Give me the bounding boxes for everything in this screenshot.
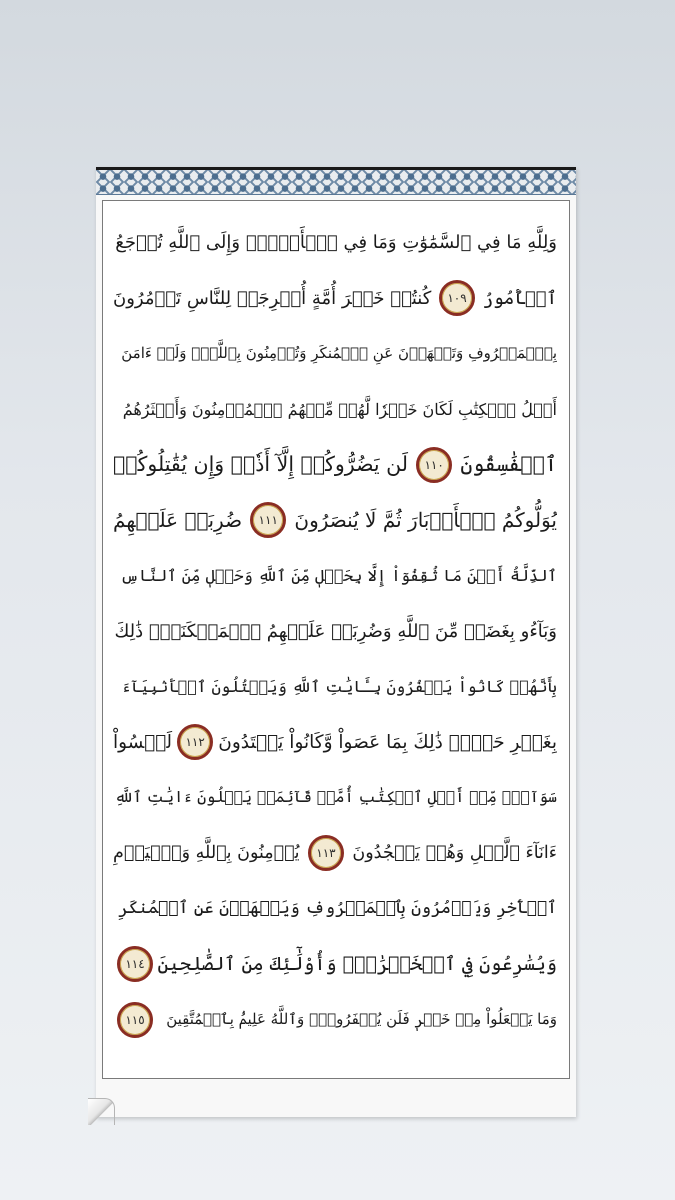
verse-line [113,326,557,382]
verse-text: ٱلۡفَٰسِقُونَ [460,452,557,476]
verse-line [113,493,557,549]
verse-text: بِأَنَّهُمۡ كَانُواْ يَكۡفُرُونَ بِـَٔايَٰتِ ٱللَّهِ وَيَقۡتُلُونَ ٱلۡأَنۢبِيَآءَ [121,677,557,696]
ayah-number-marker: ١١٣ [308,835,344,871]
ornamental-header-band [96,170,576,195]
verse-text: بِغَيۡرِ حَقّٖۚ ذَٰلِكَ بِمَا عَصَواْ وَّكَانُواْ يَعۡتَدُونَ [218,731,557,753]
verse-text: لَيۡسُواْ [113,731,173,753]
verse-text: ءَانَآءَ ٱلَّيۡلِ وَهُمۡ يَسۡجُدُونَ [352,842,557,863]
verse-text: ٱلذِّلَّةُ أَيۡنَ مَا ثُقِفُوٓاْ إِلَّا بِحَبۡلٖ مِّنَ ٱللَّهِ وَحَبۡلٖ مِّنَ ٱلنَّاسِ [120,566,557,585]
verse-line [113,271,557,327]
verse-line [113,992,557,1048]
verse-text: ٱلۡأُمُورُ [482,287,557,309]
verse-line [113,604,557,660]
ayah-number-marker: ١٠٩ [439,280,475,316]
verse-text: وَمَا يَفۡعَلُواْ مِنۡ خَيۡرٖ فَلَن يُكۡفَرُوهُۗ وَٱللَّهُ عَلِيمُۢ بِٱلۡمُتَّقِينَ [166,1010,557,1028]
ayah-number-marker: ١١٥ [117,1002,153,1038]
verse-text: كُنتُمۡ خَيۡرَ أُمَّةٍ أُخۡرِجَتۡ لِلنَّاسِ تَأۡمُرُونَ [113,287,432,309]
verse-text: ضُرِبَتۡ عَلَيۡهِمُ [113,507,243,532]
ayah-number-marker: ١١٠ [416,447,452,483]
verse-line [113,881,557,937]
verse-text: وَبَآءُو بِغَضَبٖ مِّنَ ٱللَّهِ وَضُرِبَتۡ عَلَيۡهِمُ ٱلۡمَسۡكَنَةُۚ ذَٰلِكَ [114,620,557,642]
verse-line [113,715,557,771]
verse-text: سَوَآءٗۗ مِّنۡ أَهۡلِ ٱلۡكِتَٰبِ أُمَّةٞ قَآئِمَةٞ يَتۡلُونَ ءَايَٰتِ ٱللَّهِ [114,788,557,806]
verse-text: وَلِلَّهِ مَا فِي ٱلسَّمَٰوَٰتِ وَمَا فِي ٱلۡأَرۡضِۚ وَإِلَى ٱللَّهِ تُرۡجَعُ [115,232,557,253]
verse-line [113,659,557,715]
verse-text: يُوَلُّوكُمُ ٱلۡأَدۡبَارَ ثُمَّ لَا يُنصَرُونَ [294,507,557,532]
verse-line [113,548,557,604]
verse-text: بِٱلۡمَعۡرُوفِ وَتَنۡهَوۡنَ عَنِ ٱلۡمُنكَرِ وَتُؤۡمِنُونَ بِٱللَّهِۗ وَلَوۡ ءَامَنَ [121,344,557,362]
verse-line [113,382,557,438]
verse-text: لَن يَضُرُّوكُمۡ إِلَّآ أَذٗىۖ وَإِن يُقَٰتِلُوكُمۡ [113,452,408,476]
verse-line [113,215,557,271]
ayah-number-marker: ١١٢ [177,724,213,760]
ayah-number-marker: ١١٤ [117,946,153,982]
verse-line [113,437,557,493]
ayah-number-marker: ١١١ [250,502,286,538]
mushaf-page [96,167,576,1117]
verse-lines [113,215,557,1048]
verse-text-frame [102,200,570,1079]
verse-text: ٱلۡأٓخِرِ وَيَأۡمُرُونَ بِٱلۡمَعۡرُوفِ وَيَنۡهَوۡنَ عَنِ ٱلۡمُنكَرِ [118,898,557,918]
verse-text: أَهۡلُ ٱلۡكِتَٰبِ لَكَانَ خَيۡرٗا لَّهُمۚ مِّنۡهُمُ ٱلۡمُؤۡمِنُونَ وَأَكۡثَرُهُمُ [122,399,557,419]
verse-line [113,826,557,882]
page-curl-corner[interactable] [88,1098,115,1125]
verse-line [113,770,557,826]
verse-text: يُؤۡمِنُونَ بِٱللَّهِ وَٱلۡيَوۡمِ [113,842,300,863]
verse-line [113,937,557,993]
verse-text: وَيُسَٰرِعُونَ فِي ٱلۡخَيۡرَٰتِۖ وَأُوْلَٰٓئِكَ مِنَ ٱلصَّٰلِحِينَ [157,952,557,975]
